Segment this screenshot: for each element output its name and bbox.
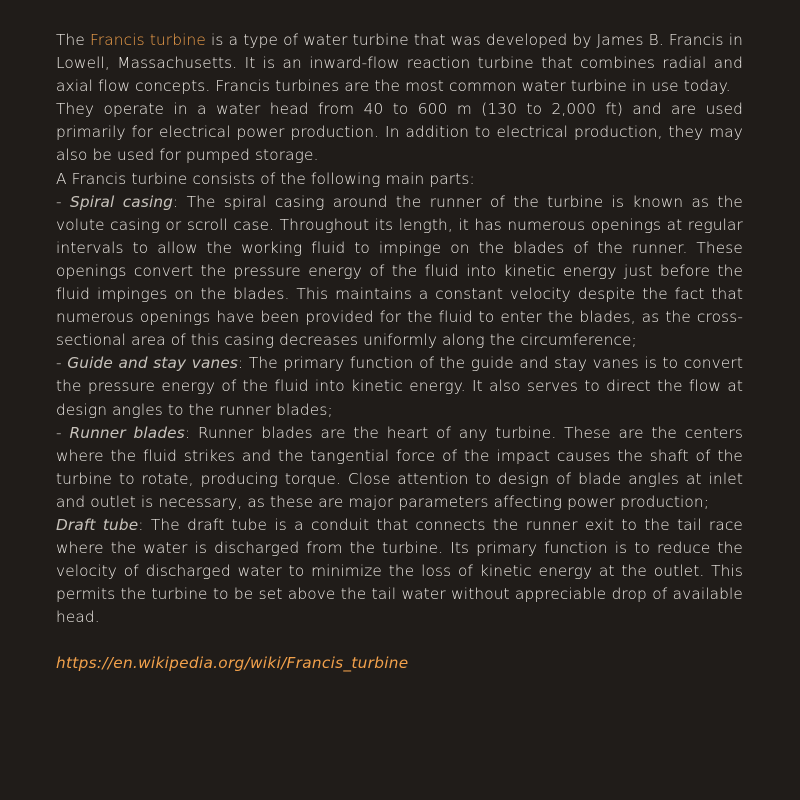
part-spiral-casing bbox=[56, 191, 743, 353]
parts-intro: A Francis turbine consists of the following main parts: bbox=[56, 169, 475, 188]
part-term: Draft tube bbox=[56, 515, 139, 534]
part-prefix: - bbox=[56, 354, 68, 373]
spacer bbox=[56, 629, 743, 652]
part-prefix: - bbox=[56, 192, 70, 211]
part-guide-stay-vanes bbox=[56, 352, 743, 421]
part-draft-tube bbox=[56, 514, 743, 629]
intro-lead: The bbox=[56, 31, 90, 49]
part-term: Spiral casing bbox=[69, 192, 174, 211]
part-description: : Runner blades are the heart of any turbine. These are the centers where the fluid strikes and the tangential force of the impact causes the shaft of the turbine to rotate, producing torque. Close attention to design of blade angles at inlet and outlet is necessary, as these are major parameters affecting power production; bbox=[56, 423, 743, 511]
intro-paragraph bbox=[56, 29, 743, 98]
source-line bbox=[56, 652, 743, 675]
operation-paragraph: They operate in a water head from 40 to 600 m (130 to 2,000 ft) and are used primarily for electrical power production. In addition to electrical production, they may also be used for pumped storage. bbox=[56, 100, 743, 165]
part-description: : The draft tube is a conduit that connects the runner exit to the tail race where the water is discharged from the turbine. Its primary function is to reduce the velocity of discharged water to minimize the loss of kinetic energy at the outlet. This permits the turbine to be set above the tail water without appreciable drop of available head. bbox=[56, 515, 743, 627]
part-description: : The primary function of the guide and stay vanes is to convert the pressure energy of the fluid into kinetic energy. It also serves to direct the flow at design angles to the runner blades; bbox=[56, 354, 744, 419]
part-term: Guide and stay vanes bbox=[67, 354, 239, 373]
part-prefix: - bbox=[56, 423, 70, 442]
part-runner-blades bbox=[56, 422, 743, 514]
source-link[interactable]: https://en.wikipedia.org/wiki/Francis_turbine bbox=[56, 654, 409, 673]
part-term: Runner blades bbox=[69, 423, 185, 442]
article-body bbox=[56, 29, 743, 676]
intro-rest: is a type of water turbine that was developed by James B. Francis in Lowell, Massachusetts. It is an inward-flow reaction turbine that combines radial and axial flow concepts. Francis turbines are the most common water turbine in use today. bbox=[56, 31, 743, 96]
francis-turbine-highlight: Francis turbine bbox=[90, 31, 206, 49]
part-description: : The spiral casing around the runner of the turbine is known as the volute casing or scroll case. Throughout its length, it has numerous openings at regular intervals to allow the working fluid to impinge on the blades of the runner. These openings convert the pressure energy of the fluid into kinetic energy just before the fluid impinges on the blades. This maintains a constant velocity despite the fact that numerous openings have been provided for the fluid to enter the blades, as the cross-sectional area of this casing decreases uniformly along the circumference; bbox=[56, 192, 743, 350]
